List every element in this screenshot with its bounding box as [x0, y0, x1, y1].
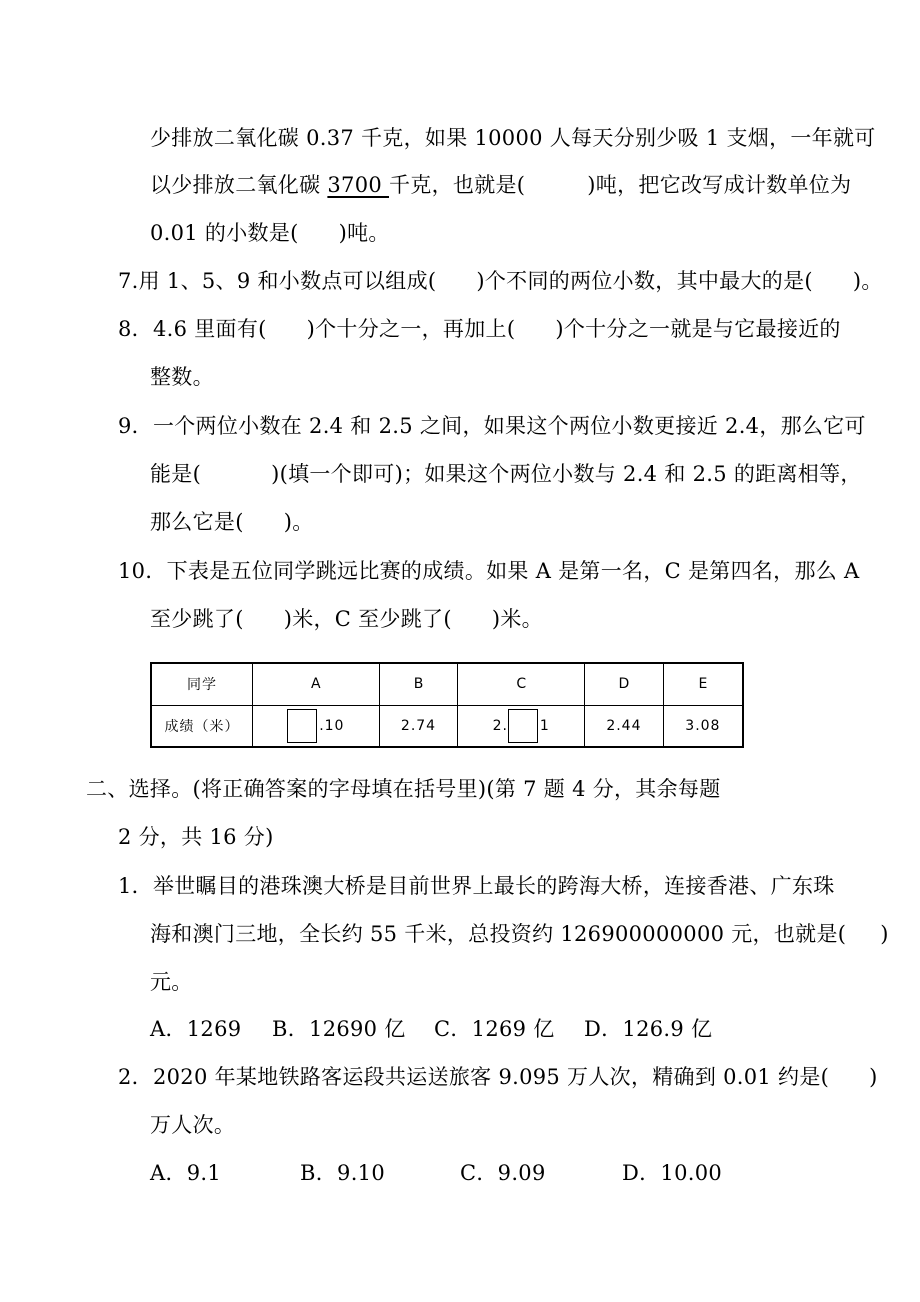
- table-row: [151, 705, 743, 747]
- q6-line-3: [150, 220, 390, 246]
- q7-line: [118, 268, 883, 294]
- score-e-cell: [663, 705, 743, 747]
- q9-text: )。: [283, 510, 314, 534]
- q7-text: )。: [852, 269, 883, 293]
- q10-line-2: [150, 606, 543, 632]
- table-header-cell: 同学: [151, 663, 253, 705]
- option-a[interactable]: A．1269: [150, 1017, 242, 1041]
- option-c[interactable]: C．9.09: [460, 1161, 546, 1185]
- q9-line-2: [150, 461, 862, 487]
- option-c[interactable]: C．1269 亿: [434, 1017, 555, 1041]
- c1-options: [150, 1016, 712, 1042]
- missing-digit-box[interactable]: [508, 709, 538, 743]
- q10-line-1: 10．下表是五位同学跳远比赛的成绩。如果 A 是第一名，C 是第四名，那么 A: [118, 559, 860, 583]
- row-label: 成绩（米）: [151, 705, 253, 747]
- q10-text: )米，C 至少跳了(: [283, 607, 452, 631]
- score-a-suffix: .10: [319, 717, 345, 734]
- q6-text: 以少排放二氧化碳: [150, 173, 328, 197]
- option-d[interactable]: D．126.9 亿: [584, 1017, 713, 1041]
- option-b[interactable]: B．9.10: [300, 1161, 385, 1185]
- underlined-value: 3700: [327, 173, 389, 197]
- score-d: 2.44: [606, 717, 642, 734]
- table-header-cell: B: [379, 663, 458, 705]
- c2-line-2: 万人次。: [150, 1113, 236, 1137]
- q9-text: 那么它是(: [150, 510, 244, 534]
- q8-line-1: [118, 316, 841, 342]
- c2-line-1: [118, 1064, 878, 1090]
- score-e: 3.08: [685, 717, 721, 734]
- q8-line-2: 整数。: [150, 365, 214, 389]
- q9-text: 能是(: [150, 462, 202, 486]
- c2-text: 2．2020 年某地铁路客运段共运送旅客 9.095 万人次，精确到 0.01 约是(: [118, 1065, 830, 1089]
- missing-digit-box[interactable]: [287, 709, 317, 743]
- q8-text: )个十分之一，再加上(: [306, 317, 516, 341]
- table-header-cell: D: [585, 663, 664, 705]
- q6-text: 千克，也就是(: [389, 173, 526, 197]
- q6-line-1: 少排放二氧化碳 0.37 千克，如果 10000 人每天分别少吸 1 支烟，一年就可: [150, 126, 876, 150]
- c1-text: 海和澳门三地，全长约 55 千米，总投资约 126900000000 元，也就是(: [150, 922, 847, 946]
- q7-text: 7.用 1、5、9 和小数点可以组成(: [118, 269, 437, 293]
- option-d[interactable]: D．10.00: [622, 1161, 723, 1185]
- q10-text: 至少跳了(: [150, 607, 244, 631]
- section-2-heading: 二、选择。(将正确答案的字母填在括号里)(第 7 题 4 分，其余每题: [86, 777, 721, 801]
- c1-text: ): [880, 922, 889, 946]
- q6-line-2: [150, 172, 851, 198]
- q7-text: )个不同的两位小数，其中最大的是(: [476, 269, 813, 293]
- score-d-cell: [585, 705, 664, 747]
- q8-text: )个十分之一就是与它最接近的: [555, 317, 841, 341]
- score-c-prefix: 2.: [492, 717, 508, 734]
- q10-text: )米。: [491, 607, 543, 631]
- score-a-cell: [253, 705, 380, 747]
- q9-line-1: 9．一个两位小数在 2.4 和 2.5 之间，如果这个两位小数更接近 2.4，那么它可: [118, 414, 866, 438]
- table-header-cell: C: [458, 663, 585, 705]
- table-header-cell: E: [663, 663, 743, 705]
- q9-text: )(填一个即可)；如果这个两位小数与 2.4 和 2.5 的距离相等，: [271, 462, 862, 486]
- c2-options: [150, 1160, 722, 1186]
- table-header-row: [151, 663, 743, 705]
- score-b-cell: [379, 705, 458, 747]
- c1-line-1: 1．举世瞩目的港珠澳大桥是目前世界上最长的跨海大桥，连接香港、广东珠: [118, 874, 835, 898]
- option-a[interactable]: A．9.1: [150, 1161, 222, 1185]
- option-b[interactable]: B．12690 亿: [272, 1017, 406, 1041]
- table-header-cell: A: [253, 663, 380, 705]
- c1-line-3: 元。: [150, 970, 193, 994]
- c1-line-2: [150, 921, 889, 947]
- q6-text: 0.01 的小数是(: [150, 221, 299, 245]
- q9-line-3: [150, 509, 314, 535]
- q8-text: 8．4.6 里面有(: [118, 317, 267, 341]
- score-c-suffix: 1: [539, 717, 550, 734]
- q6-text: )吨。: [338, 221, 390, 245]
- c2-text: ): [869, 1065, 878, 1089]
- score-c-cell: [458, 705, 585, 747]
- long-jump-scores-table: [150, 662, 744, 748]
- score-b: 2.74: [400, 717, 437, 734]
- q6-text: )吨，把它改写成计数单位为: [587, 173, 852, 197]
- section-2-heading-cont: 2 分，共 16 分): [118, 825, 274, 849]
